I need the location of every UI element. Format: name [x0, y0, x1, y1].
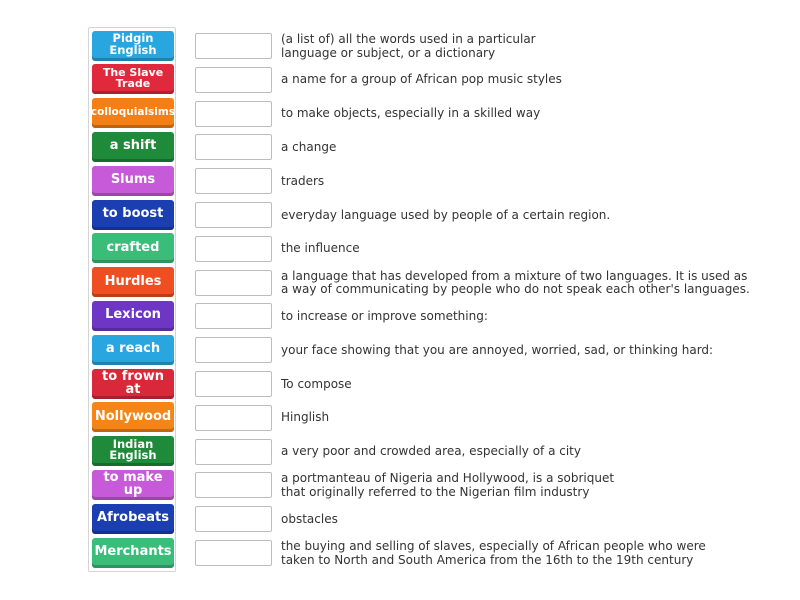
- definition-line: that originally referred to the Nigerian film industry: [281, 484, 590, 499]
- tile-pidgin-english[interactable]: Pidgin English: [92, 31, 174, 61]
- answer-drop-box[interactable]: [195, 540, 272, 566]
- definition-line: traders: [281, 173, 325, 188]
- tile-the-slave-trade[interactable]: The Slave Trade: [92, 64, 174, 94]
- answer-drop-box[interactable]: [195, 303, 272, 329]
- tile-crafted[interactable]: crafted: [92, 233, 174, 263]
- definition-text: [281, 175, 781, 189]
- answer-drop-box[interactable]: [195, 439, 272, 465]
- answer-drop-box[interactable]: [195, 236, 272, 262]
- definition-text: [281, 378, 781, 392]
- answer-drop-box[interactable]: [195, 371, 272, 397]
- definition-text: [281, 310, 781, 324]
- definition-text: [281, 445, 781, 459]
- tile-to-make-up[interactable]: to make up: [92, 470, 174, 500]
- definition-text: [281, 344, 781, 358]
- definition-text: [281, 141, 781, 155]
- answer-drop-box[interactable]: [195, 67, 272, 93]
- tile-a-shift[interactable]: a shift: [92, 132, 174, 162]
- answer-drop-box[interactable]: [195, 405, 272, 431]
- definition-line: to make objects, especially in a skilled way: [281, 106, 541, 121]
- tile-to-boost[interactable]: to boost: [92, 200, 174, 230]
- definition-text: [281, 270, 781, 297]
- answer-drop-box[interactable]: [195, 202, 272, 228]
- definition-text: [281, 513, 781, 527]
- definition-line: Hinglish: [281, 410, 330, 425]
- definition-line: a change: [281, 139, 337, 154]
- definition-line: obstacles: [281, 511, 338, 526]
- tile-afrobeats[interactable]: Afrobeats: [92, 504, 174, 534]
- answer-drop-box[interactable]: [195, 33, 272, 59]
- tile-nollywood[interactable]: Nollywood: [92, 402, 174, 432]
- definition-line: to increase or improve something:: [281, 308, 488, 323]
- definition-line: To compose: [281, 376, 352, 391]
- tile-slums[interactable]: Slums: [92, 166, 174, 196]
- definition-line: taken to North and South America from the 16th to the 19th century: [281, 552, 694, 567]
- definition-text: [281, 209, 781, 223]
- answer-drop-box[interactable]: [195, 506, 272, 532]
- tile-merchants[interactable]: Merchants: [92, 538, 174, 568]
- definition-text: [281, 540, 781, 567]
- definition-line: a name for a group of African pop music styles: [281, 72, 562, 87]
- tile-colloquialsims[interactable]: colloquialsims: [92, 98, 174, 128]
- answer-drop-box[interactable]: [195, 101, 272, 127]
- definition-text: [281, 73, 781, 87]
- definition-line: a portmanteau of Nigeria and Hollywood, is a sobriquet: [281, 471, 615, 486]
- definition-line: (a list of) all the words used in a particular: [281, 32, 536, 46]
- definition-line: everyday language used by people of a certain region.: [281, 207, 611, 222]
- definition-text: [281, 33, 781, 60]
- definition-line: a very poor and crowded area, especially of a city: [281, 444, 581, 459]
- definition-line: a way of communicating by people who do not speak each other's languages.: [281, 282, 750, 297]
- definition-line: the influence: [281, 241, 360, 256]
- tile-a-reach[interactable]: a reach: [92, 335, 174, 365]
- definition-text: [281, 107, 781, 121]
- definition-text: [281, 411, 781, 425]
- answer-drop-box[interactable]: [195, 134, 272, 160]
- definition-text: [281, 472, 781, 499]
- definition-line: the buying and selling of slaves, especially of African people who were: [281, 539, 706, 553]
- definition-text: [281, 242, 781, 256]
- definition-line: language or subject, or a dictionary: [281, 45, 496, 60]
- tile-to-frown-at[interactable]: to frown at: [92, 369, 174, 399]
- tile-hurdles[interactable]: Hurdles: [92, 267, 174, 297]
- definition-line: a language that has developed from a mixture of two languages. It is used as: [281, 268, 748, 283]
- answer-drop-box[interactable]: [195, 270, 272, 296]
- tile-lexicon[interactable]: Lexicon: [92, 301, 174, 331]
- tile-indian-english[interactable]: Indian English: [92, 436, 174, 466]
- answer-drop-box[interactable]: [195, 337, 272, 363]
- answer-drop-box[interactable]: [195, 168, 272, 194]
- answer-drop-box[interactable]: [195, 472, 272, 498]
- definition-line: your face showing that you are annoyed, worried, sad, or thinking hard:: [281, 342, 714, 357]
